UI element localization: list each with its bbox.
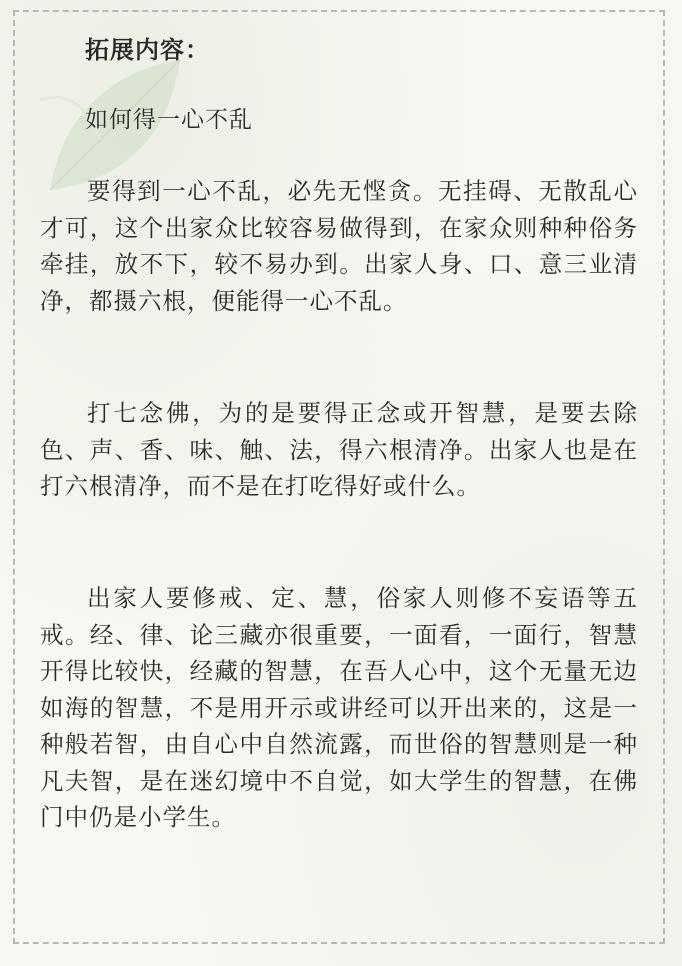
paragraph-1: 要得到一心不乱，必先无悭贪。无挂碍、无散乱心才可，这个出家众比较容易做得到，在家众则种种俗务牵挂，放不下，较不易办到。出家人身、口、意三业清净，都摄六根，便能得一心不乱。 [40,177,638,315]
article-subtitle: 如何得一心不乱 [85,107,253,133]
section-heading: 拓展内容： [85,35,210,64]
paragraph-2: 打七念佛，为的是要得正念或开智慧，是要去除色、声、香、味、触、法，得六根清净。出家人也是在打六根清净，而不是在打吃得好或什么。 [40,399,638,500]
paragraph-3: 出家人要修戒、定、慧，俗家人则修不妄语等五戒。经、律、论三藏亦很重要，一面看，一面行，智慧开得比较快，经藏的智慧，在吾人心中，这个无量无边如海的智慧，不是用开示或讲经可以开出来的，这是一种般若智，由自心中自然流露，而世俗的智慧则是一种凡夫智，是在迷幻境中不自觉，如大学生的智慧，在佛门中仍是小学生。 [40,584,638,831]
